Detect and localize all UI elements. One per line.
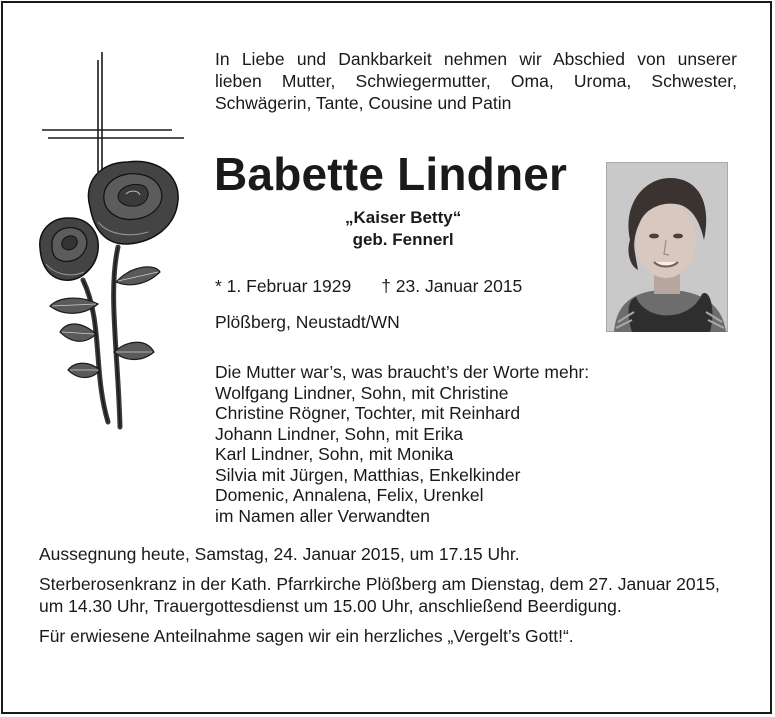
family-line: Christine Rögner, Tochter, mit Reinhard	[215, 403, 521, 423]
deceased-name: Babette Lindner	[214, 148, 568, 200]
residence-place: Plößberg, Neustadt/WN	[215, 312, 400, 332]
birth-date: * 1. Februar 1929	[215, 276, 352, 296]
family-list	[215, 362, 589, 526]
life-dates	[215, 275, 522, 297]
intro-text	[215, 48, 737, 114]
family-line: Johann Lindner, Sohn, mit Erika	[215, 423, 464, 444]
thanks-note: Für erwiesene Anteilnahme sagen wir ein herzliches „Vergelt’s Gott!“.	[39, 626, 574, 646]
family-line: Die Mutter war’s, was braucht’s der Worte mehr:	[215, 362, 590, 382]
funeral-notes	[39, 543, 739, 655]
family-line: Silvia mit Jürgen, Matthias, Enkelkinder	[215, 464, 521, 485]
blessing-note: Aussegnung heute, Samstag, 24. Januar 2015, um 17.15 Uhr.	[39, 544, 520, 564]
family-line: Karl Lindner, Sohn, mit Monika	[215, 444, 454, 464]
death-date: † 23. Januar 2015	[381, 276, 523, 296]
intro-line: In Liebe und Dankbarkeit nehmen wir Abschied von unserer	[215, 49, 737, 69]
rosary-note: Sterberosenkranz in der Kath. Pfarrkirche Plößberg am Dienstag, dem 27. Januar 2015, um 14.30 Uhr, Trauergottesdienst um 15.00 Uhr, anschließend Beerdigung.	[39, 574, 720, 616]
cross-with-roses-icon	[38, 52, 188, 432]
intro-line: Schwägerin, Tante, Cousine und Patin	[215, 93, 512, 113]
family-line: im Namen aller Verwandten	[215, 505, 430, 526]
family-line: Domenic, Annalena, Felix, Urenkel	[215, 485, 484, 505]
deceased-nickname: „Kaiser Betty“	[345, 208, 462, 227]
deceased-birth-name: geb. Fennerl	[352, 230, 454, 249]
family-line: Wolfgang Lindner, Sohn, mit Christine	[215, 382, 509, 403]
intro-line: lieben Mutter, Schwiegermutter, Oma, Uroma, Schwester,	[215, 71, 737, 91]
portrait-photo	[606, 162, 728, 332]
deceased-nickname-block	[345, 207, 461, 251]
